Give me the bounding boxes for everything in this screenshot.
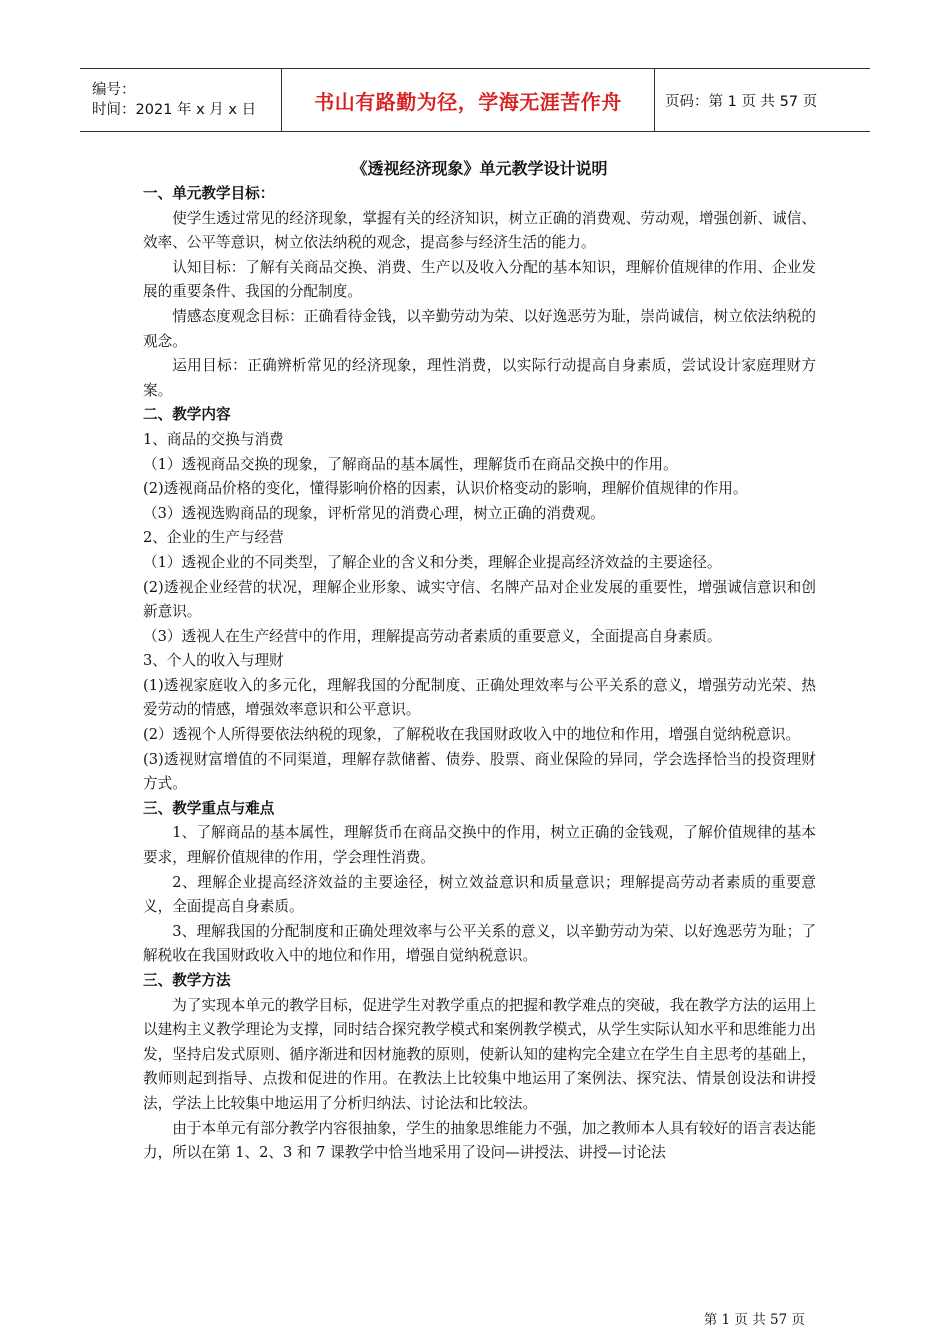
motto-text: 书山有路勤为径，学海无涯苦作舟 (314, 89, 622, 114)
paragraph: 认知目标：了解有关商品交换、消费、生产以及收入分配的基本知识，理解价值规律的作用、企业发展的重要条件、我国的分配制度。 (143, 258, 816, 301)
list-item: （1）透视企业的不同类型，了解企业的含义和分类，理解企业提高经济效益的主要途径。 (143, 553, 722, 571)
list-item: (2)透视企业经营的状况，理解企业形象、诚实守信、名牌产品对企业发展的重要性，增强诚信意识和创新意识。 (143, 578, 816, 621)
number-label: 编号： (92, 82, 136, 98)
time-label: 时间：2021 年 x 月 x 日 (92, 102, 257, 118)
section-heading: 三、教学重点与难点 (143, 799, 275, 817)
list-item: （3）透视选购商品的现象，评析常见的消费心理，树立正确的消费观。 (143, 504, 605, 522)
list-item: (2)透视商品价格的变化，懂得影响价格的因素，认识价格变动的影响，理解价值规律的作用。 (143, 480, 748, 498)
paragraph: 情感态度观念目标：正确看待金钱，以辛勤劳动为荣、以好逸恶劳为耻，崇尚诚信，树立依法纳税的观念。 (143, 307, 816, 350)
list-item: (2）透视个人所得要依法纳税的现象，了解税收在我国财政收入中的地位和作用，增强自觉纳税意识。 (143, 726, 801, 744)
header-motto (282, 69, 655, 131)
subheading: 3、个人的收入与理财 (143, 652, 284, 670)
paragraph: 使学生透过常见的经济现象，掌握有关的经济知识，树立正确的消费观、劳动观，增强创新、诚信、效率、公平等意识，树立依法纳税的观念，提高参与经济生活的能力。 (143, 209, 816, 252)
list-item: （1）透视商品交换的现象，了解商品的基本属性，理解货币在商品交换中的作用。 (143, 455, 678, 473)
paragraph: 为了实现本单元的教学目标，促进学生对教学重点的把握和教学难点的突破，我在教学方法的运用上以建构主义教学理论为支撑，同时结合探究教学模式和案例教学模式，从学生实际认知水平和思维能力出发，坚持启发式原则、循序渐进和因材施教的原则，使新认知的建构完全建立在学生自主思考的基础上，教师则起到指导、点拨和促进的作用。在教法上比较集中地运用了案例法、探究法、情景创设法和讲授法，学法上比较集中地运用了分析归纳法、讨论法和比较法。 (143, 996, 816, 1112)
section-heading: 一、单元教学目标： (143, 185, 275, 202)
list-item: (1)透视家庭收入的多元化，理解我国的分配制度、正确处理效率与公平关系的意义，增强劳动光荣、热爱劳动的情感，增强效率意识和公平意识。 (143, 676, 816, 719)
paragraph: 3、理解我国的分配制度和正确处理效率与公平关系的意义，以辛勤劳动为荣、以好逸恶劳为耻；了解税收在我国财政收入中的地位和作用，增强自觉纳税意识。 (143, 922, 816, 965)
header-meta (80, 69, 282, 131)
section-heading: 三、教学方法 (143, 972, 231, 989)
paragraph: 由于本单元有部分教学内容很抽象，学生的抽象思维能力不强，加之教师本人具有较好的语言表达能力，所以在第 1、2、3 和 7 课教学中恰当地采用了设问—讲授法、讲授—讨论法 (143, 1119, 816, 1162)
document-body (143, 156, 816, 1166)
page-footer: 第 1 页 共 57 页 (703, 1312, 805, 1328)
list-item: (3)透视财富增值的不同渠道，理解存款储蓄、债券、股票、商业保险的异同，学会选择恰当的投资理财方式。 (143, 750, 816, 793)
header-page-info (655, 69, 870, 131)
document-title: 《透视经济现象》单元教学设计说明 (351, 159, 608, 178)
paragraph: 1、了解商品的基本属性，理解货币在商品交换中的作用，树立正确的金钱观，了解价值规律的基本要求，理解价值规律的作用，学会理性消费。 (143, 824, 816, 867)
page-header (80, 68, 870, 132)
paragraph: 2、理解企业提高经济效益的主要途径，树立效益意识和质量意识；理解提高劳动者素质的重要意义，全面提高自身素质。 (143, 873, 816, 916)
subheading: 2、企业的生产与经营 (143, 529, 284, 547)
page-info-text: 页码：第 1 页 共 57 页 (665, 93, 818, 110)
list-item: （3）透视人在生产经营中的作用，理解提高劳动者素质的重要意义，全面提高自身素质。 (143, 627, 722, 645)
section-heading: 二、教学内容 (143, 406, 231, 424)
paragraph: 运用目标：正确辨析常见的经济现象，理性消费，以实际行动提高自身素质，尝试设计家庭理财方案。 (143, 357, 816, 399)
subheading: 1、商品的交换与消费 (143, 430, 284, 448)
